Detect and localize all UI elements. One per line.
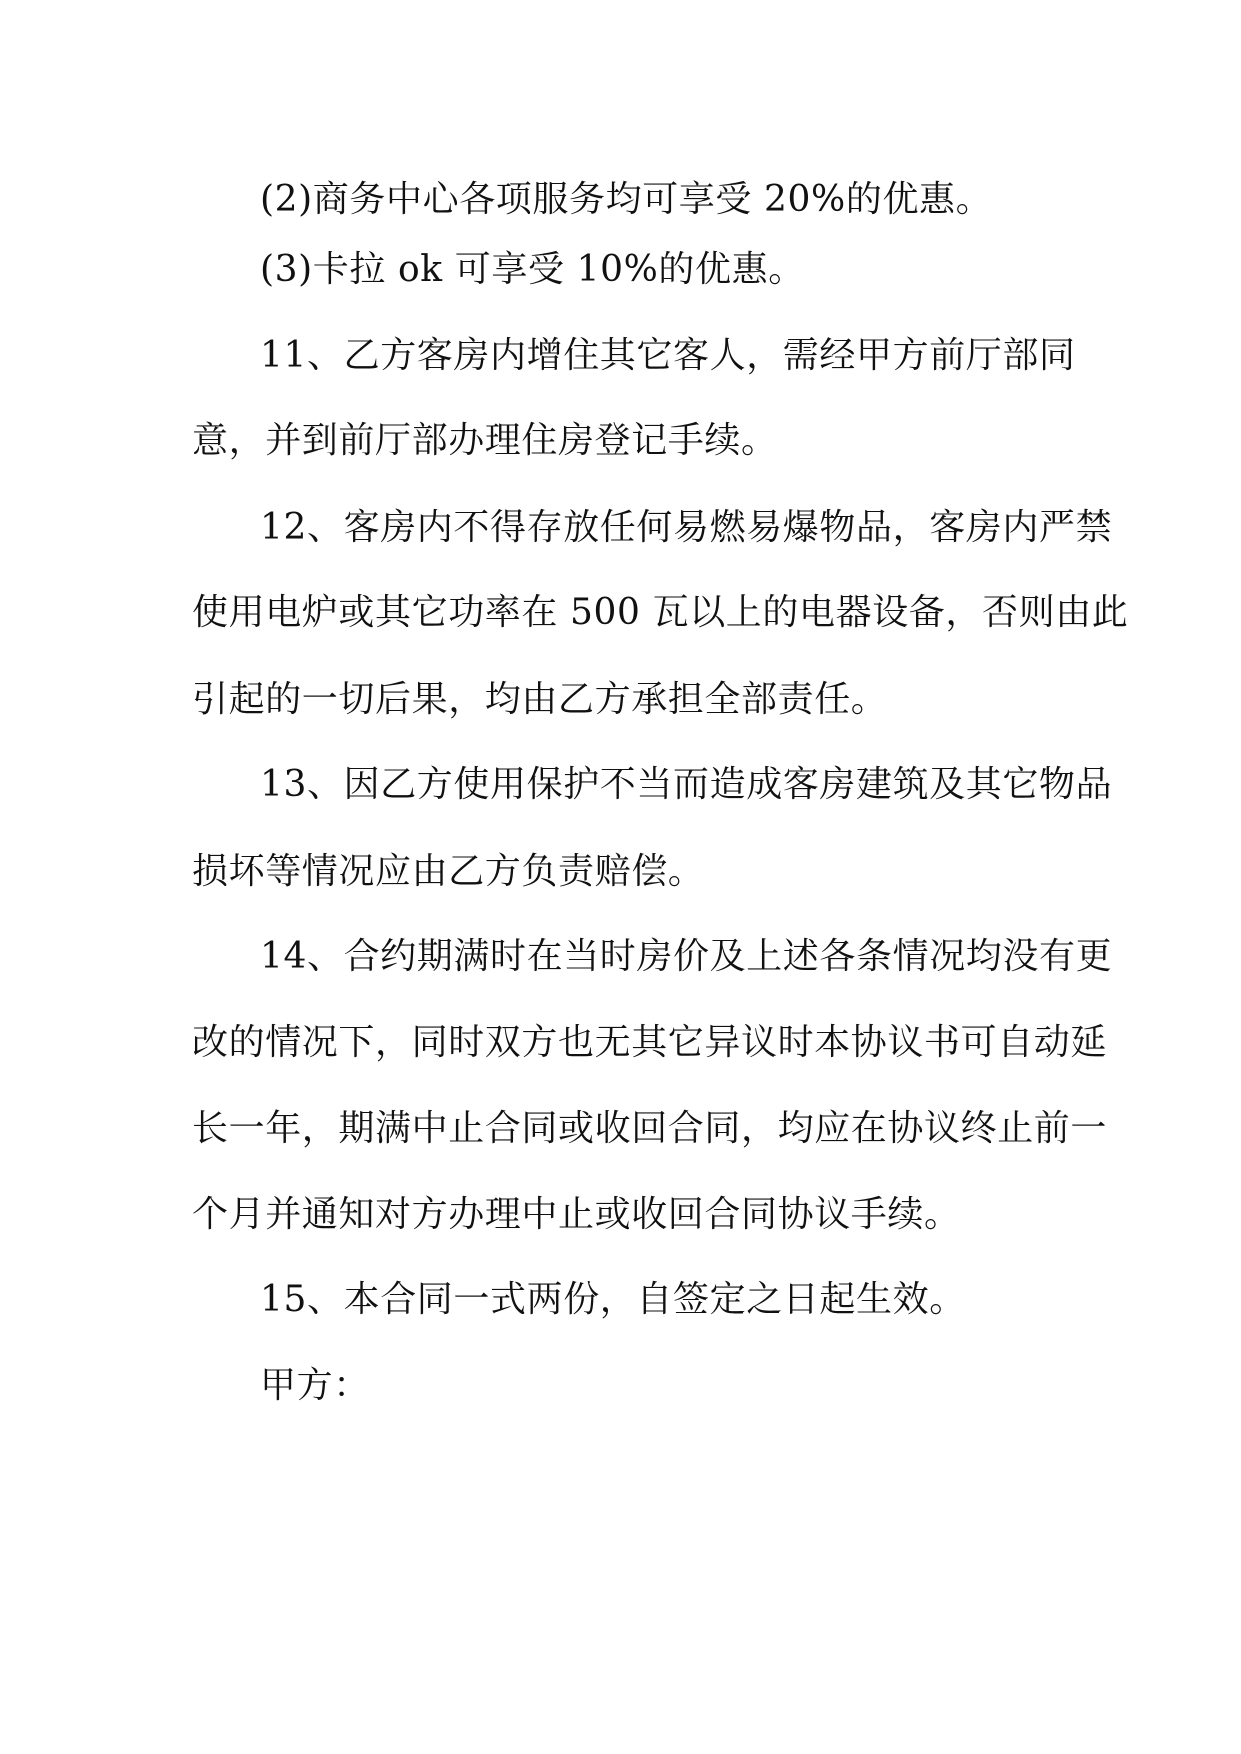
clause-12-line-1: 12、客房内不得存放任何易燃易爆物品，客房内严禁 xyxy=(260,507,1113,548)
clause-14-line-3: 长一年，期满中止合同或收回合同，均应在协议终止前一 xyxy=(192,1108,1108,1149)
clause-14-line-1: 14、合约期满时在当时房价及上述各条情况均没有更 xyxy=(260,936,1113,977)
clause-10-item-3: (3)卡拉 ok 可享受 10%的优惠。 xyxy=(260,249,805,290)
clause-13-line-1: 13、因乙方使用保护不当而造成客房建筑及其它物品 xyxy=(260,764,1113,805)
clause-11-line-1: 11、乙方客房内增住其它客人，需经甲方前厅部同 xyxy=(260,335,1076,376)
clause-12-line-3: 引起的一切后果，均由乙方承担全部责任。 xyxy=(192,679,888,720)
clause-10-item-2: (2)商务中心各项服务均可享受 20%的优惠。 xyxy=(260,179,993,220)
clause-14-line-2: 改的情况下，同时双方也无其它异议时本协议书可自动延 xyxy=(192,1022,1108,1063)
party-a-label: 甲方： xyxy=(260,1365,370,1406)
clause-15-line-1: 15、本合同一式两份，自签定之日起生效。 xyxy=(260,1279,966,1320)
clause-13-line-2: 损坏等情况应由乙方负责赔偿。 xyxy=(192,851,705,892)
clause-12-line-2: 使用电炉或其它功率在 500 瓦以上的电器设备，否则由此 xyxy=(192,592,1129,633)
clause-11-line-2: 意，并到前厅部办理住房登记手续。 xyxy=(192,420,778,461)
clause-14-line-4: 个月并通知对方办理中止或收回合同协议手续。 xyxy=(192,1194,961,1235)
